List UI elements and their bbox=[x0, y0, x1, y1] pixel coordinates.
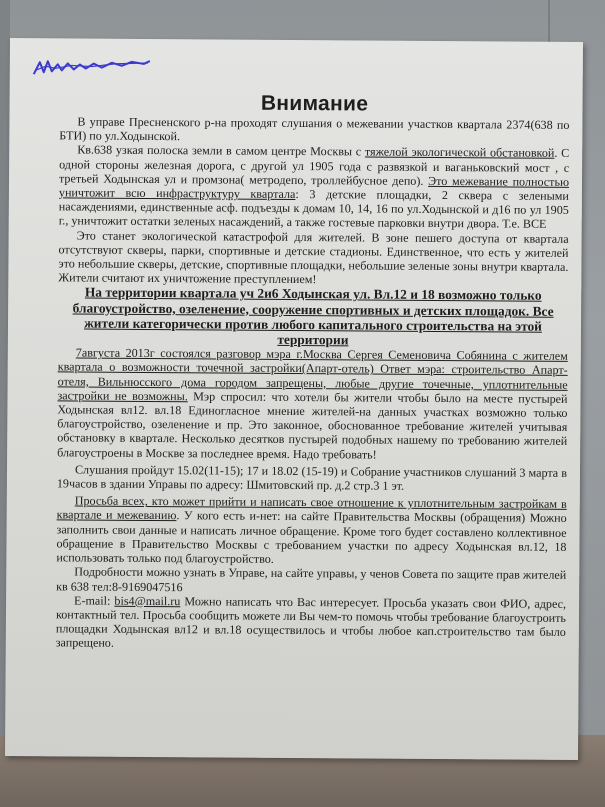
email-address: bis4@mail.ru bbox=[114, 593, 181, 608]
p2-text-b: . С одной стороны железная дорога, с другой ул 1905 года с развязкой и ваганьковский мост , с третьей Ходынская ул и промзона( метродепо, троллейбусное депо). bbox=[58, 146, 570, 188]
notice-text bbox=[56, 90, 570, 653]
paragraph-schedule: Слушания пройдут 15.02(11-15); 17 и 18.02 (15-19) и Собрание участников слушаний 3 марта в 19часов в здании Управы по адресу: Шмитовский пр. д.2 стр.3 1 эт. bbox=[56, 462, 568, 493]
p6-text: . У кого есть и-нет: на сайте Правительства Москвы (обращения) Можно заполнить свои данные и написать личное обращение. Кроме того будет составлено коллективное обращение в Правительство Москвы с требованием участки по адресу Ходынская вл.12, 18 использовать только под благоустройство. bbox=[56, 508, 567, 566]
paragraph-mayor bbox=[57, 346, 568, 463]
p2-text-d: : 3 детские площадки, 2 сквера с зелеными насаждениями, единственные асф. подъезды к домам 10, 14, 16 по ул.Ходынской и д16 по ул 1905 г., уничтожит остатки зеленых насаждений, а также гостевые парковки внутри двора. Т.е. ВСЕ bbox=[58, 187, 569, 232]
p8-text: Можно написать что Вас интересует. Просьба указать свои ФИО, адрес, контактный тел. Просьба сообщить можете ли Вы чем-то помочь чтобы требование благоустроить площадки Ходынская вл12 и вл.18 осуществилось и чтобы любое кап.строительство там было запрещено. bbox=[55, 593, 567, 651]
notice-title: Внимание bbox=[260, 91, 369, 116]
paragraph-catastrophe: Это станет экологической катастрофой для жителей. В зоне пешего доступа от квартала отсутствуют скверы, парки, спортивные и детские стадионы. Единственное, что есть у жителей это небольшие скверы, детские, спортивные площадки, небольшие зеленые зоны внутри квартала. Жители считают их уничтожение преступлением! bbox=[58, 228, 569, 287]
p2-underlined-destroy: Это межевание полностью уничтожит всю инфраструктуру квартала bbox=[58, 173, 570, 202]
paragraph-hearings: В управе Пресненского р-на проходят слушания о межевании участков квартала 2374(638 по БТИ) по ул.Ходынской. bbox=[59, 114, 570, 144]
p4-underlined-mayor: 7августа 2013г состоялся разговор мэра г.Москва Сергея Семеновича Собянина с жителем квартала о возможности точечной застройки(Апарт-отель) Ответ мэра: строительство Апарт-отеля, Вильнюсского дома городом запрещены, любые другие точечные, уплотнительные застройки не возможны. bbox=[57, 345, 568, 404]
paragraph-details: Подробности можно узнать в Управе, на сайте управы, у ченов Совета по защите прав жителей кв 638 тел:8-9169047516 bbox=[56, 564, 567, 594]
p6-underlined-request: Просьба всех, кто может прийти и написать свое отношение к уплотнительным застройкам в квартале и межеванию bbox=[56, 493, 567, 523]
notice-paper bbox=[5, 38, 583, 760]
paragraph-email bbox=[56, 593, 566, 653]
paragraph-quarter bbox=[59, 143, 570, 232]
email-label: E-mail: bbox=[74, 593, 115, 608]
p2-text-a: Кв.638 узкая полоска земли в самом центре Москвы с bbox=[77, 142, 365, 159]
p4-text: Мэр спросил: что хотели бы жители чтобы было на месте пустырей Ходынская вл12. вл.18 Единогласное мнение жителей-на данных участках возможно только благоустройство, озеленение и пр. Это законное, обоснованное требование жителей учитывая обстановку в квартале. Несколько десятков пустырей подобных нашему по требованию жителей благоустроены в Москве за последнее время. Надо требовать! bbox=[57, 389, 568, 462]
paragraph-request bbox=[56, 494, 566, 569]
blue-pen-scribble-icon bbox=[32, 56, 152, 79]
p2-underlined-ecology: тяжелой экологической обстановкой bbox=[364, 144, 555, 161]
bold-statement: На территории квартала уч 2и6 Ходынская ул. Вл.12 и 18 возможно только благоустройство, озеленение, сооружение спортивных и детских площадок. Все жители категорически против любого капитального строительства на этой территории bbox=[72, 284, 554, 348]
